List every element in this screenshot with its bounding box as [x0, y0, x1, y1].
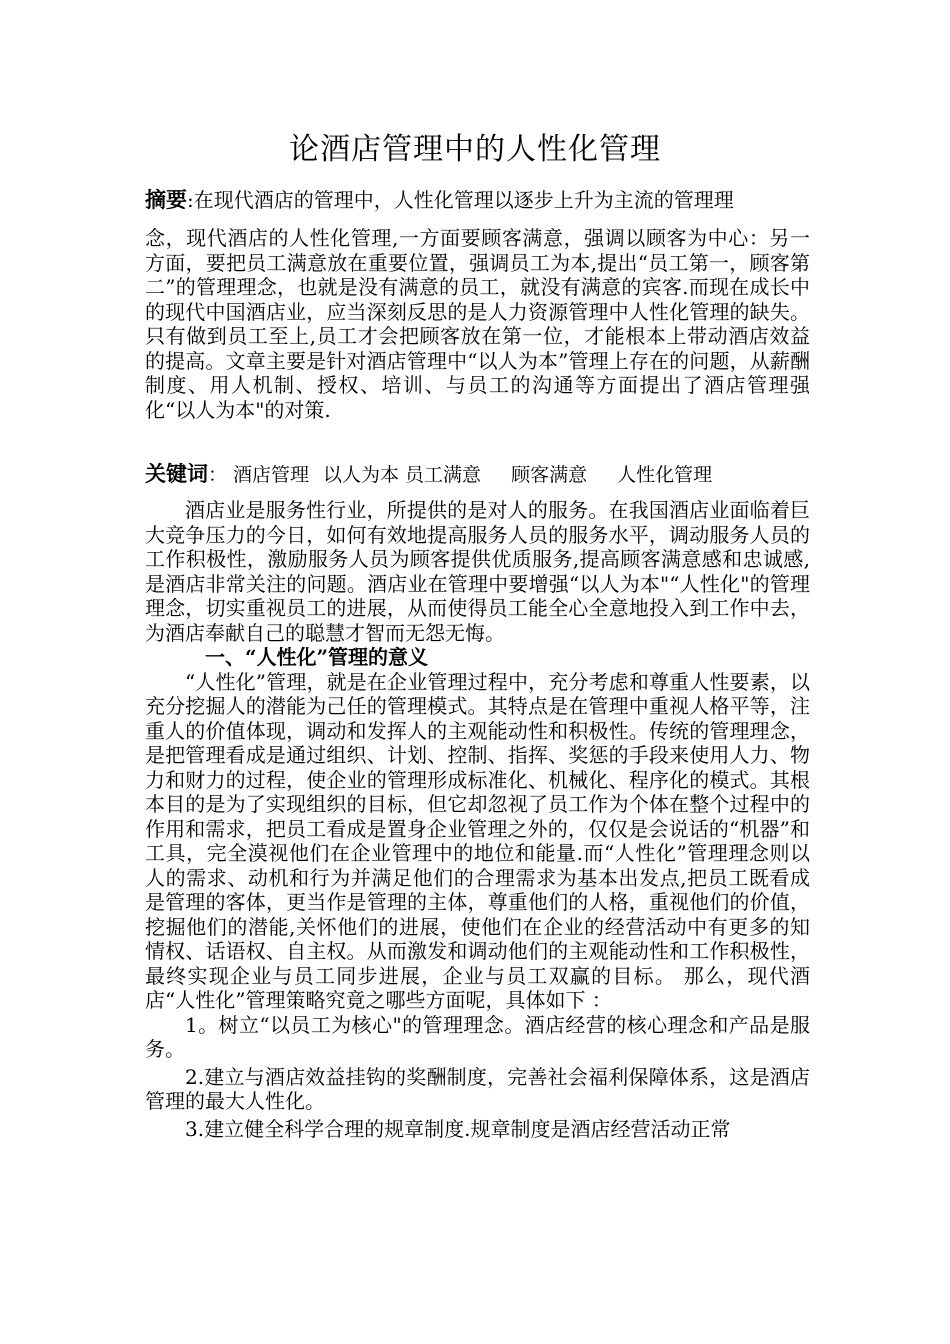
abstract-label: 摘要	[145, 188, 187, 212]
list-item: 2.建立与酒店效益挂钩的奖酬制度，完善社会福利保障体系，这是酒店管理的最大人性化。	[145, 1064, 810, 1113]
document-title: 论酒店管理中的人性化管理	[289, 132, 661, 167]
abstract-first-line	[145, 186, 810, 214]
keywords-separator: ：	[208, 464, 228, 486]
keywords-label: 关键词	[145, 462, 208, 486]
list-item: 1。树立“以员工为核心"的管理理念。酒店经营的核心理念和产品是服务。	[145, 1012, 810, 1061]
abstract-first-line-text: :在现代酒店的管理中，人性化管理以逐步上升为主流的管理理	[187, 188, 734, 212]
keywords-line	[145, 460, 810, 489]
keyword-item: 人性化管理	[617, 464, 713, 486]
keyword-item: 酒店管理	[233, 464, 310, 486]
keyword-item: 以人为本	[323, 464, 400, 486]
keyword-item: 顾客满意	[511, 464, 588, 486]
abstract-text: 念，现代酒店的人性化管理,一方面要顾客满意，强调以顾客为中心：另一方面，要把员工满意放在重要位置，强调员工为本,提出“员工第一，顾客第二”的管理理念，也就是没有满意的员工，就没有满意的宾客.而现在成长中的现代中国酒店业，应当深刻反思的是人力资源管理中人性化管理的缺失。只有做到员工至上,员工才会把顾客放在第一位，才能根本上带动酒店效益的提高。文章主要是针对酒店管理中“以人为本”管理上存在的问题，从薪酬制度、用人机制、授权、培训、与员工的沟通等方面提出了酒店管理强化“以人为本"的对策.	[145, 226, 810, 422]
section-heading: 一、“人性化”管理的意义	[205, 645, 429, 669]
intro-paragraph: 酒店业是服务性行业，所提供的是对人的服务。在我国酒店业面临着巨大竞争压力的今日，如何有效地提高服务人员的服务水平，调动服务人员的工作积极性，激励服务人员为顾客提供优质服务,提高顾客满意感和忠诚感,是酒店非常关注的问题。酒店业在管理中要增强“以人为本"“人性化"的管理理念，切实重视员工的进展，从而使得员工能全心全意地投入到工作中去，为酒店奉献自己的聪慧才智而无怨无悔。	[145, 498, 810, 645]
list-item: 3.建立健全科学合理的规章制度.规章制度是酒店经营活动正常	[185, 1116, 731, 1141]
document-body	[145, 498, 810, 1144]
section-paragraph: “人性化”管理，就是在企业管理过程中，充分考虑和尊重人性要素，以充分挖掘人的潜能为己任的管理模式。其特点是在管理中重视人格平等，注重人的价值体现，调动和发挥人的主观能动性和积极性。传统的管理理念，是把管理看成是通过组织、计划、控制、指挥、奖惩的手段来使用人力、物力和财力的过程，使企业的管理形成标准化、机械化、程序化的模式。其根本目的是为了实现组织的目标，但它却忽视了员工作为个体在整个过程中的作用和需求，把员工看成是置身企业管理之外的，仅仅是会说话的“机器”和工具，完全漠视他们在企业管理中的地位和能量.而“人性化”管理理念则以人的需求、动机和行为并满足他们的合理需求为基本出发点,把员工既看成是管理的客体，更当作是管理的主体，尊重他们的人格，重视他们的价值，挖掘他们的潜能,关怀他们的进展，使他们在企业的经营活动中有更多的知情权、话语权、自主权。从而激发和调动他们的主观能动性和工作积极性，最终实现企业与员工同步进展，企业与员工双赢的目标。 那么，现代酒店“人性化”管理策略究竟之哪些方面呢，具体如下 ：	[145, 669, 810, 1012]
keyword-item: 员工满意	[405, 464, 482, 486]
